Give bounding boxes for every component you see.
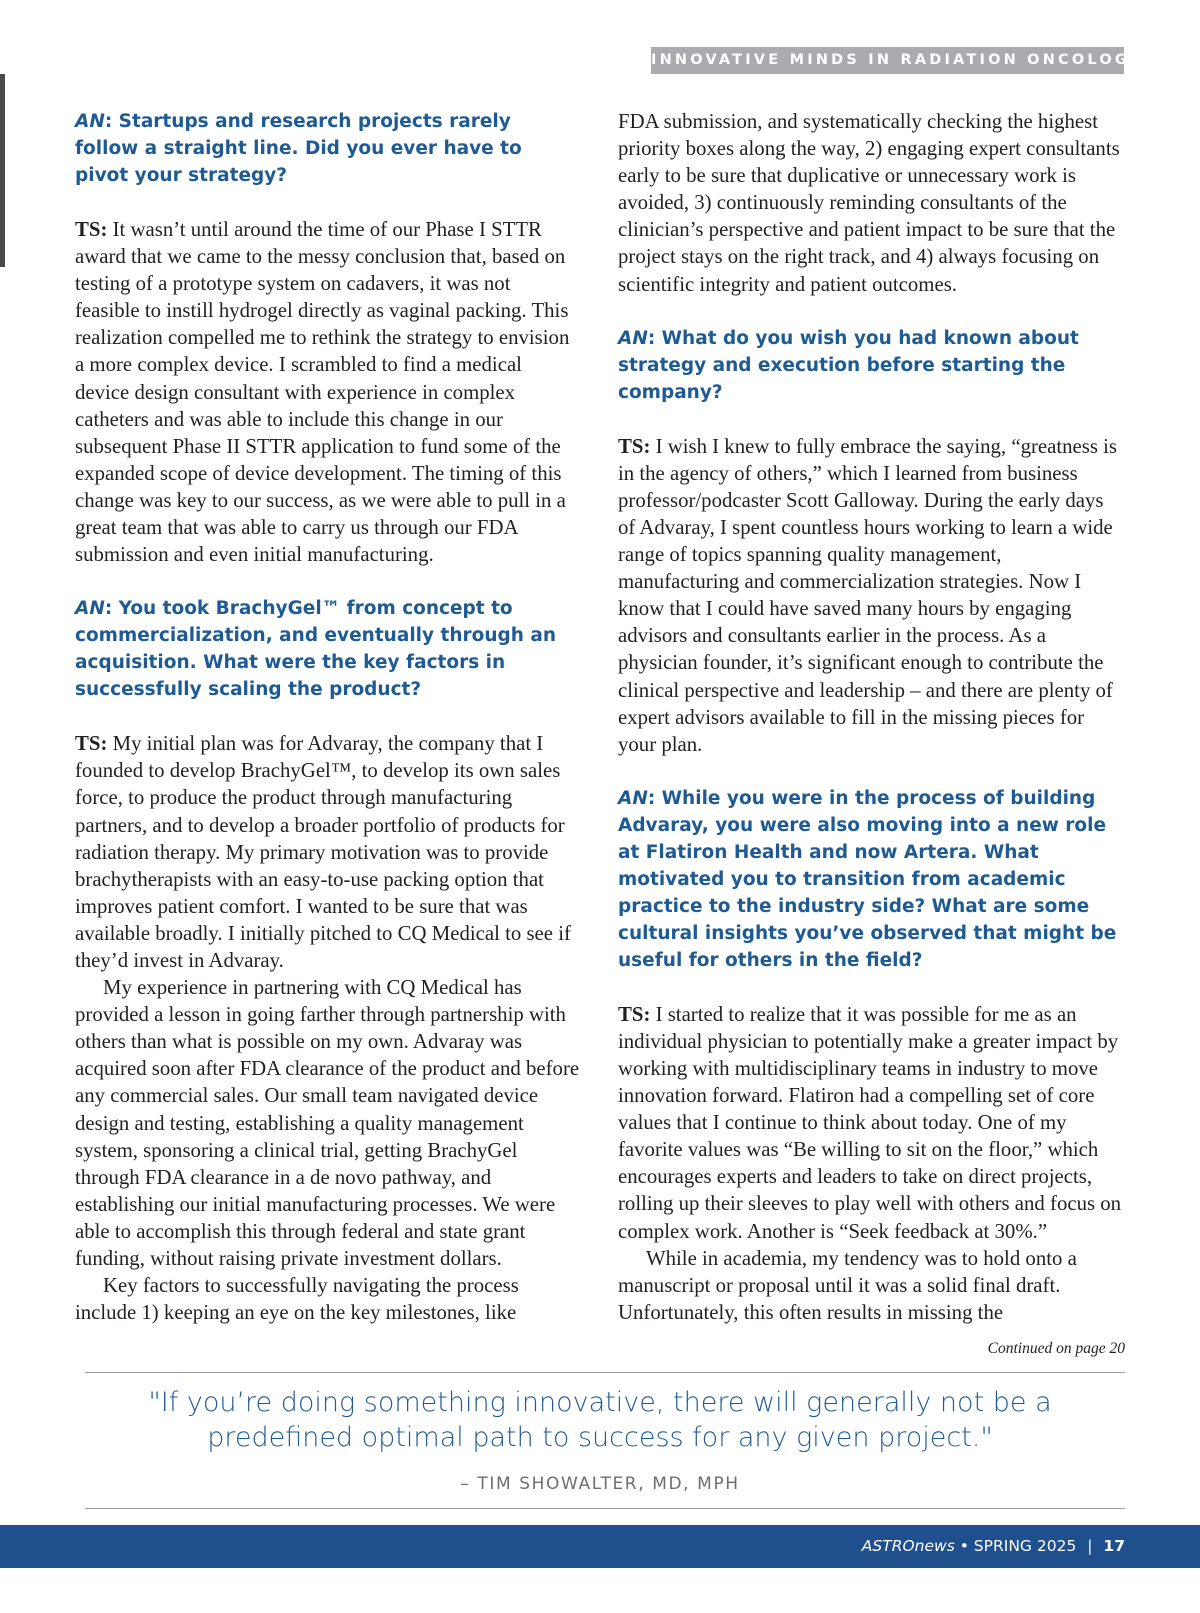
answer-3 bbox=[618, 433, 1125, 758]
answer-2-paragraph-3: Key factors to successfully navigating the process include 1) keeping an eye on the key milestones, like bbox=[75, 1274, 519, 1325]
answer-2-continued: FDA submission, and systematically checking the highest priority boxes along the way, 2) engaging expert consultants early to be sure that duplicative or unnecessary work is avoided, 3) continuously reminding consultants of the clinician’s perspective and patient impact to be sure that the project stays on the right track, and 4) always focusing on scientific integrity and patient outcomes. bbox=[618, 110, 1120, 296]
interviewer-label: AN bbox=[618, 327, 648, 349]
footer-bar bbox=[0, 1525, 1200, 1568]
divider-bottom bbox=[85, 1508, 1125, 1509]
section-header: INNOVATIVE MINDS IN RADIATION ONCOLOGY bbox=[651, 47, 1124, 74]
answer-2-paragraph-2: My experience in partnering with CQ Medical has provided a lesson in going farther through partnership with others than what is possible on my own. Advaray was acquired soon after FDA clearance of the product and before any commercial sales. Our small team navigated device design and testing, establishing a quality management system, sponsoring a clinical trial, getting BrachyGel through FDA clearance in a de novo pathway, and establishing our initial manufacturing processes. We were able to accomplish this through federal and state grant funding, without raising private investment dollars. bbox=[75, 976, 580, 1270]
interviewer-label: AN bbox=[618, 787, 648, 809]
right-column bbox=[618, 108, 1125, 1326]
answer-4 bbox=[618, 1001, 1125, 1245]
answer-text: It wasn’t until around the time of our Phase I STTR award that we came to the messy conclusion that, based on testing of a prototype system on cadavers, it was not feasible to instill hydrogel directly as vaginal packing. This realization compelled me to rethink the strategy to envision a more complex device. I scrambled to find a medical device design consultant with experience in complex catheters and was able to include this change in our subsequent Phase II STTR application to fund some of the expanded scope of device development. The timing of this change was key to our success, as we were able to pull in a great team that was able to carry us through our FDA submission and even initial manufacturing. bbox=[75, 218, 570, 567]
question-3 bbox=[618, 325, 1125, 406]
magazine-name: ASTROnews bbox=[861, 1537, 955, 1555]
continued-link[interactable]: Continued on page 20 bbox=[987, 1340, 1125, 1357]
answer-2 bbox=[75, 730, 580, 974]
answer-4-paragraph-2: While in academia, my tendency was to hold onto a manuscript or proposal until it was a solid final draft. Unfortunately, this often results in missing the bbox=[618, 1246, 1077, 1324]
speaker-label: TS: bbox=[618, 1002, 651, 1026]
speaker-label: TS: bbox=[618, 434, 651, 458]
pull-quote-attribution: – TIM SHOWALTER, MD, MPH bbox=[460, 1474, 740, 1494]
issue-label: • SPRING 2025 bbox=[959, 1537, 1077, 1555]
footer-info bbox=[862, 1525, 1125, 1568]
question-1 bbox=[75, 108, 580, 189]
question-text: : You took BrachyGel™ from concept to commercialization, and eventually through an acquisition. What were the key factors in successfully scaling the product? bbox=[75, 598, 557, 701]
question-4 bbox=[618, 785, 1125, 974]
question-2 bbox=[75, 595, 580, 703]
speaker-label: TS: bbox=[75, 218, 108, 241]
footer-separator: | bbox=[1087, 1537, 1093, 1555]
interviewer-label: AN bbox=[75, 598, 105, 620]
answer-text: I wish I knew to fully embrace the saying, “greatness is in the agency of others,” which I learned from business professor/podcaster Scott Galloway. During the early days of Advaray, I spent countless hours working to learn a wide range of topics spanning quality management, manufacturing and commercialization strategies. Now I know that I could have saved many hours by engaging advisors and consultants earlier in the process. As a physician founder, it’s significant enough to contribute the clinical perspective and leadership – and there are plenty of expert advisors available to fill in the missing pieces for your plan. bbox=[618, 434, 1118, 756]
interviewer-label: AN bbox=[75, 111, 105, 132]
pull-quote: "If you’re doing something innovative, there will generally not be a predefined optimal path to success for any given project." bbox=[148, 1387, 1052, 1453]
left-edge-bar bbox=[0, 74, 5, 267]
answer-text: My initial plan was for Advaray, the company that I founded to develop BrachyGel™, to develop its own sales force, to produce the product through manufacturing partners, and to develop a broader portfolio of products for radiation therapy. My primary motivation was to provide brachytherapists with an easy-to-use packing option that improves patient comfort. I wanted to be sure that was available broadly. I initially pitched to CQ Medical to see if they’d invest in Advaray. bbox=[75, 732, 571, 972]
question-text: : What do you wish you had known about strategy and execution before starting the company? bbox=[618, 327, 1079, 403]
answer-text: I started to realize that it was possible for me as an individual physician to potentially make a greater impact by working with multidisciplinary teams in industry to move innovation forward. Flatiron had a compelling set of core values that I continue to think about today. One of my favorite values was “Be willing to sit on the floor,” which encourages experts and leaders to take on direct projects, rolling up their sleeves to play well with others and focus on complex work. Another is “Seek feedback at 30%.” bbox=[618, 1002, 1122, 1243]
answer-1 bbox=[75, 216, 580, 568]
question-text: : While you were in the process of building Advaray, you were also moving into a new role at Flatiron Health and now Artera. What motivated you to transition from academic practice to the industry side? What are some cultural insights you’ve observed that might be useful for others in the field? bbox=[618, 787, 1117, 971]
divider-top bbox=[85, 1372, 1125, 1373]
left-column bbox=[75, 108, 580, 1326]
page-number: 17 bbox=[1103, 1537, 1125, 1555]
question-text: : Startups and research projects rarely follow a straight line. Did you ever have to pivot your strategy? bbox=[75, 111, 522, 186]
speaker-label: TS: bbox=[75, 732, 108, 756]
